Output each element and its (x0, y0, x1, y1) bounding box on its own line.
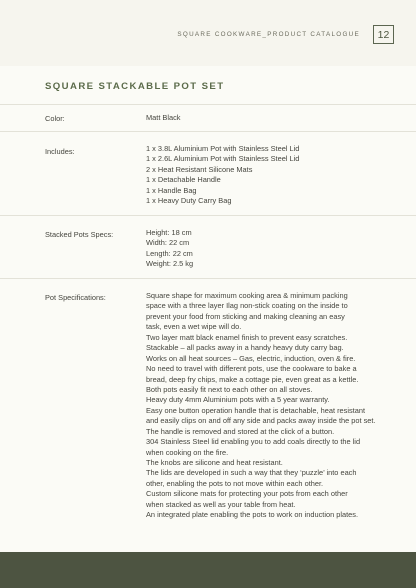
divider (0, 104, 416, 105)
spec-line: An integrated plate enabling the pots to work on induction plates. (146, 510, 359, 520)
spec-line: 1 x Handle Bag (146, 185, 197, 195)
spec-line: when stacked as well as your table from heat. (146, 499, 296, 509)
spec-line: Square shape for maximum cooking area & minimum packing (146, 291, 348, 300)
spec-line: when cooking on the fire. (146, 447, 229, 457)
page-number: 12 (373, 25, 394, 44)
divider (0, 215, 416, 216)
spec-label-stacked: Stacked Pots Specs: (45, 230, 114, 239)
spec-line: Length: 22 cm (146, 248, 193, 258)
spec-value-color (146, 113, 181, 123)
spec-line: bread, deep fry chips, make a cottage pie, even great as a kettle. (146, 374, 359, 384)
spec-line: Weight: 2.5 kg (146, 259, 194, 269)
spec-line: task, even a wet wipe will do. (146, 322, 242, 332)
spec-line: Width: 22 cm (146, 238, 190, 248)
divider (0, 278, 416, 279)
spec-line: Both pots easily fit next to each other on all stoves. (146, 384, 313, 394)
spec-line: space with a three layer Ilag non-stick coating on the inside to (146, 301, 348, 311)
spec-sheet (0, 66, 416, 552)
spec-line: Matt Black (146, 113, 181, 122)
spec-line: 1 x 3.8L Aluminium Pot with Stainless Steel Lid (146, 144, 300, 153)
product-title: SQUARE STACKABLE POT SET (45, 81, 225, 92)
spec-line: 2 x Heat Resistant Silicone Mats (146, 164, 253, 174)
spec-line: 1 x Detachable Handle (146, 175, 221, 185)
spec-line: No need to travel with different pots, use the cookware to bake a (146, 364, 357, 374)
catalogue-label: SQUARE COOKWARE_PRODUCT CATALOGUE (177, 31, 360, 38)
spec-label-color: Color: (45, 114, 65, 123)
spec-line: Two layer matt black enamel finish to prevent easy scratches. (146, 332, 348, 342)
spec-line: Height: 18 cm (146, 228, 192, 237)
spec-line: Easy one button operation handle that is detachable, heat resistant (146, 405, 365, 415)
spec-line: The lids are developed in such a way that they ‘puzzle’ into each (146, 468, 357, 478)
spec-label-includes: Includes: (45, 147, 75, 156)
page-footer-band (0, 552, 416, 588)
spec-line: Custom silicone mats for protecting your pots from each other (146, 489, 348, 499)
spec-line: Heavy duty 4mm Aluminium pots with a 5 year warranty. (146, 395, 330, 405)
spec-value-stacked (146, 228, 193, 270)
spec-line: 304 Stainless Steel lid enabling you to add coals directly to the lid (146, 437, 361, 447)
spec-value-pot (146, 291, 376, 521)
spec-line: other, enabling the pots to not move within each other. (146, 478, 324, 488)
divider (0, 131, 416, 132)
spec-label-pot: Pot Specifications: (45, 293, 106, 302)
spec-line: and easily clips on and off any side and packs away inside the pot set. (146, 416, 376, 426)
spec-line: 1 x Heavy Duty Carry Bag (146, 196, 232, 206)
spec-value-includes (146, 144, 299, 207)
spec-line: Works on all heat sources – Gas, electric, induction, oven & fire. (146, 353, 356, 363)
spec-line: Stackable – all packs away in a handy heavy duty carry bag. (146, 343, 344, 353)
spec-line: prevent your food from sticking and making cleaning an easy (146, 311, 345, 321)
page-header (0, 0, 416, 66)
spec-line: The handle is removed and stored at the click of a button. (146, 426, 335, 436)
spec-line: The knobs are silicone and heat resistant. (146, 458, 283, 467)
spec-line: 1 x 2.6L Aluminium Pot with Stainless Steel Lid (146, 154, 300, 164)
